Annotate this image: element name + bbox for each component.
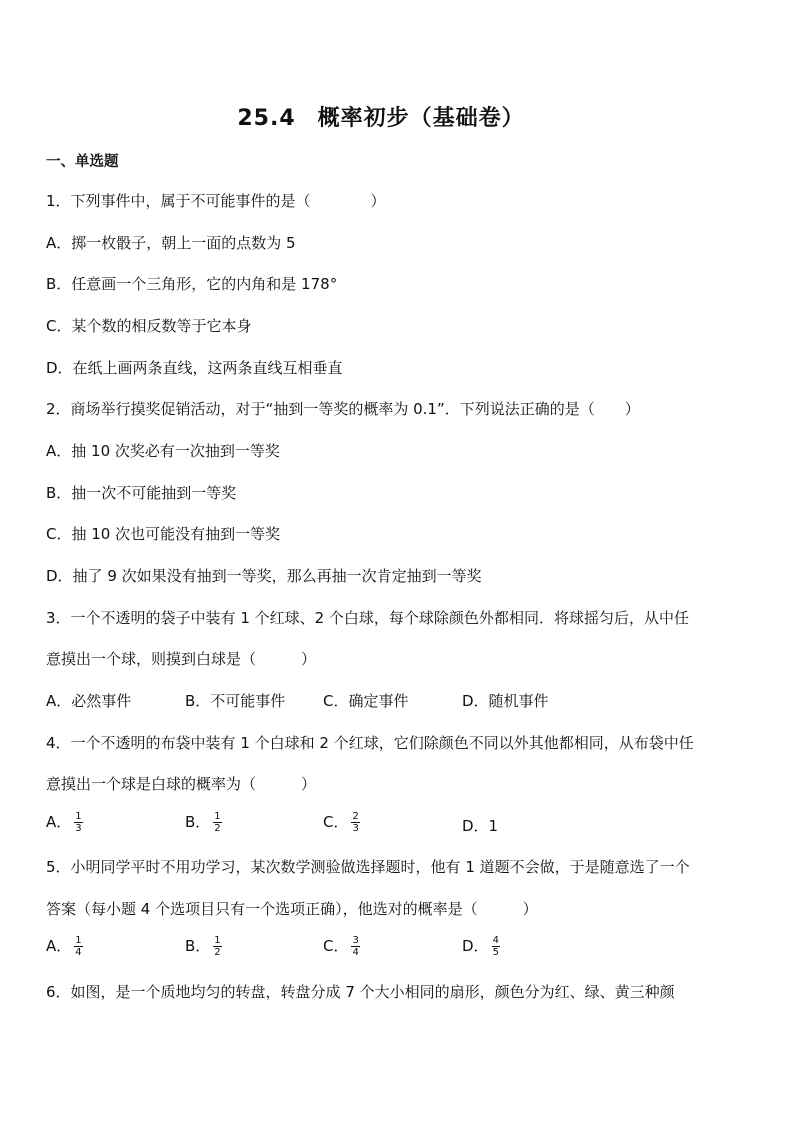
- q4-c-numerator: 2: [352, 811, 359, 822]
- q5-option-b: [185, 935, 222, 958]
- q5-option-a-fraction: [74, 935, 82, 958]
- q5-option-c-label: C．: [323, 937, 349, 955]
- q4-option-b-label: B．: [185, 813, 211, 831]
- q4-b-denominator: 2: [214, 823, 221, 834]
- q5-stem-line1: 5．小明同学平时不用功学习，某次数学测验做选择题时，他有 1 道题不会做，于是随意选了一个: [46, 858, 690, 876]
- q5-stem-line2: 答案（每小题 4 个选项目只有一个选项正确），他选对的概率是（ ）: [46, 900, 538, 918]
- q4-c-denominator: 3: [352, 823, 359, 834]
- q4-option-b-fraction: [213, 811, 221, 834]
- q5-a-numerator: 1: [75, 935, 82, 946]
- q1-option-b: B．任意画一个三角形，它的内角和是 178°: [46, 275, 338, 293]
- q4-option-c: [323, 811, 360, 834]
- title-text: 概率初步（基础卷）: [317, 106, 525, 131]
- q4-a-numerator: 1: [75, 811, 82, 822]
- section-heading: 一、单选题: [46, 154, 119, 170]
- q6-stem-line1: 6．如图，是一个质地均匀的转盘，转盘分成 7 个大小相同的扇形，颜色分为红、绿、黄三种颜: [46, 983, 675, 1001]
- q5-a-denominator: 4: [75, 947, 82, 958]
- q5-option-b-fraction: [213, 935, 221, 958]
- q1-stem: 1．下列事件中，属于不可能事件的是（ ）: [46, 192, 386, 210]
- title-number: 25.4: [237, 106, 296, 131]
- q1-option-c: C．某个数的相反数等于它本身: [46, 317, 252, 335]
- q4-option-c-fraction: [351, 811, 359, 834]
- q4-stem-line2: 意摸出一个球是白球的概率为（ ）: [46, 775, 317, 793]
- q2-option-d: D．抽了 9 次如果没有抽到一等奖，那么再抽一次肯定抽到一等奖: [46, 567, 482, 585]
- q1-option-d: D．在纸上画两条直线，这两条直线互相垂直: [46, 359, 343, 377]
- q3-stem-line2: 意摸出一个球，则摸到白球是（ ）: [46, 650, 317, 668]
- q4-b-numerator: 1: [214, 811, 221, 822]
- q5-b-numerator: 1: [214, 935, 221, 946]
- q4-stem-line1: 4．一个不透明的布袋中装有 1 个白球和 2 个红球，它们除颜色不同以外其他都相同，从布袋中任: [46, 734, 694, 752]
- q2-option-c: C．抽 10 次也可能没有抽到一等奖: [46, 525, 281, 543]
- q3-option-d: D．随机事件: [462, 692, 549, 710]
- q2-option-a: A．抽 10 次奖必有一次抽到一等奖: [46, 442, 280, 460]
- q5-d-denominator: 5: [492, 947, 499, 958]
- page-title: [0, 101, 762, 132]
- q5-option-c-fraction: [351, 935, 359, 958]
- q5-c-numerator: 3: [352, 935, 359, 946]
- q5-option-d-label: D．: [462, 937, 489, 955]
- q5-option-c: [323, 935, 360, 958]
- q5-option-d-fraction: [492, 935, 500, 958]
- q4-option-b: [185, 811, 222, 834]
- q5-c-denominator: 4: [352, 947, 359, 958]
- q4-option-a-fraction: [74, 811, 82, 834]
- q5-option-d: [462, 935, 500, 958]
- q3-stem-line1: 3．一个不透明的袋子中装有 1 个红球、2 个白球，每个球除颜色外都相同．将球摇匀后，从中任: [46, 609, 689, 627]
- q5-b-denominator: 2: [214, 947, 221, 958]
- q1-option-a: A．掷一枚骰子，朝上一面的点数为 5: [46, 234, 296, 252]
- q5-option-a-label: A．: [46, 937, 72, 955]
- q5-option-b-label: B．: [185, 937, 211, 955]
- q4-option-a: [46, 811, 83, 834]
- q4-a-denominator: 3: [75, 823, 82, 834]
- q4-option-d: D．1: [462, 817, 499, 835]
- q4-option-c-label: C．: [323, 813, 349, 831]
- q3-option-b: B．不可能事件: [185, 692, 286, 710]
- q2-option-b: B．抽一次不可能抽到一等奖: [46, 484, 237, 502]
- q4-option-a-label: A．: [46, 813, 72, 831]
- q3-option-c: C．确定事件: [323, 692, 409, 710]
- q5-option-a: [46, 935, 83, 958]
- q3-option-a: A．必然事件: [46, 692, 132, 710]
- q2-stem: 2．商场举行摸奖促销活动，对于“抽到一等奖的概率为 0.1”．下列说法正确的是（ ）: [46, 400, 640, 418]
- q5-d-numerator: 4: [492, 935, 499, 946]
